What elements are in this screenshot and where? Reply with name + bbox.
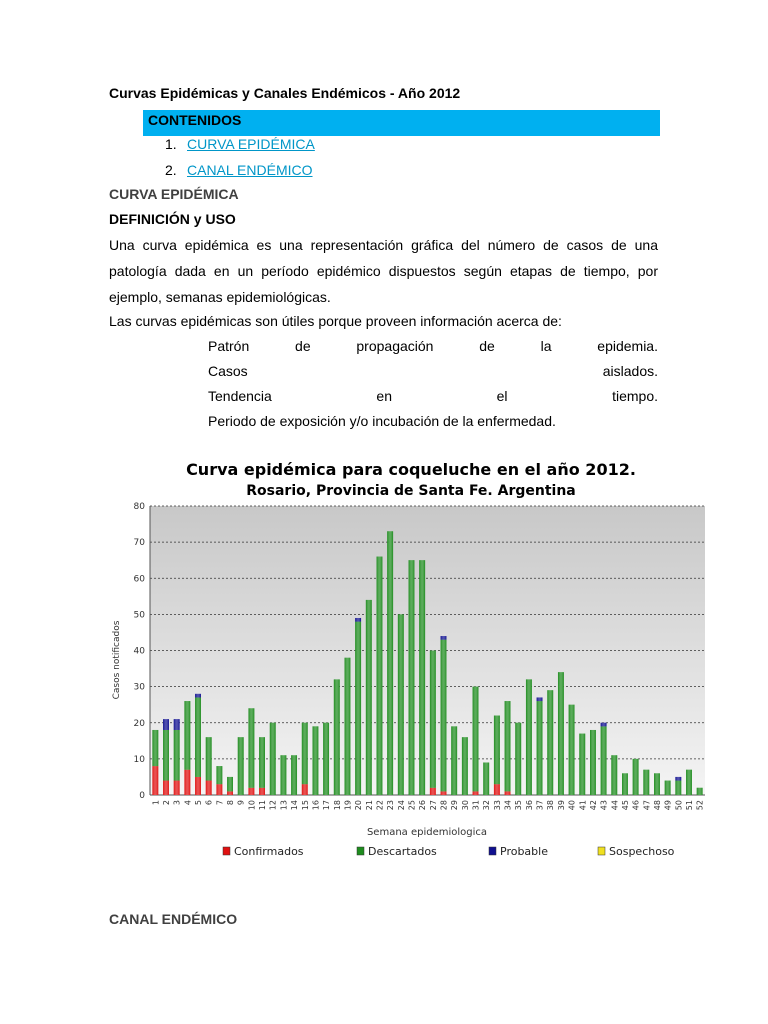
toc-link-canal-endemico[interactable]: CANAL ENDÉMICO xyxy=(187,162,313,178)
toc-item-curva xyxy=(165,136,315,152)
x-tick-label: 16 xyxy=(311,800,321,811)
chart-legend xyxy=(223,845,675,858)
y-tick-label: 0 xyxy=(139,791,145,801)
bar-highlight xyxy=(302,784,308,795)
bar-highlight xyxy=(345,658,351,795)
bar-highlight xyxy=(163,730,169,781)
chart-subtitle: Rosario, Provincia de Santa Fe. Argentina xyxy=(246,483,576,499)
list-item: Periodo de exposición y/o incubación de la enfermedad. xyxy=(208,413,556,429)
bar-highlight xyxy=(505,701,511,791)
bar-highlight xyxy=(355,622,361,795)
x-tick-label: 4 xyxy=(183,800,193,806)
x-tick-label: 36 xyxy=(524,800,534,811)
y-axis-label: Casos notificados xyxy=(112,620,122,700)
x-tick-label: 14 xyxy=(290,800,300,811)
x-tick-label: 49 xyxy=(663,800,673,811)
bar-highlight xyxy=(184,701,190,770)
x-tick-label: 25 xyxy=(407,800,417,811)
x-tick-label: 3 xyxy=(172,800,182,806)
bar-highlight xyxy=(665,781,671,795)
x-tick-label: 21 xyxy=(364,800,374,811)
bar-highlight xyxy=(238,737,244,795)
bar-highlight xyxy=(184,770,190,795)
x-tick-label: 41 xyxy=(578,800,588,811)
bar-highlight xyxy=(227,791,233,795)
bar-highlight xyxy=(366,600,372,795)
legend-label: Confirmados xyxy=(234,845,304,858)
bar-highlight xyxy=(195,697,201,776)
x-tick-label: 30 xyxy=(460,800,470,811)
bar-highlight xyxy=(174,781,180,795)
x-tick-label: 47 xyxy=(642,800,652,811)
x-tick-label: 38 xyxy=(546,800,556,811)
bar-highlight xyxy=(494,784,500,795)
toc-number: 2. xyxy=(165,162,177,178)
x-tick-label: 23 xyxy=(386,800,396,811)
document-title: Curvas Epidémicas y Canales Endémicos - Año 2012 xyxy=(109,85,461,101)
legend-label: Probable xyxy=(500,845,548,858)
bar-highlight xyxy=(195,777,201,795)
bar-highlight xyxy=(697,788,703,795)
y-tick-label: 30 xyxy=(133,682,145,693)
x-tick-label: 13 xyxy=(279,800,289,811)
bar-highlight xyxy=(515,723,521,795)
x-tick-label: 35 xyxy=(514,800,524,811)
x-tick-label: 15 xyxy=(300,800,310,811)
bar-highlight xyxy=(590,730,596,795)
x-tick-label: 33 xyxy=(492,800,502,811)
bar-highlight xyxy=(355,618,361,622)
y-tick-label: 10 xyxy=(133,754,145,765)
x-tick-label: 26 xyxy=(418,800,428,811)
bar-highlight xyxy=(323,723,329,795)
bar-highlight xyxy=(206,737,212,780)
bar-highlight xyxy=(686,770,692,795)
bar-highlight xyxy=(483,762,489,795)
x-tick-label: 51 xyxy=(684,800,694,811)
bar-highlight xyxy=(302,723,308,784)
bar-highlight xyxy=(152,766,158,795)
section-title-curva: CURVA EPIDÉMICA xyxy=(109,186,239,202)
x-tick-label: 46 xyxy=(631,800,641,811)
legend-label: Sospechoso xyxy=(609,845,675,858)
bar-highlight xyxy=(248,788,254,795)
bar-highlight xyxy=(611,755,617,795)
bar-highlight xyxy=(259,788,265,795)
list-item: Tendencia en el tiempo. xyxy=(208,388,658,404)
x-tick-label: 45 xyxy=(620,800,630,811)
x-tick-label: 32 xyxy=(482,800,492,811)
bar-highlight xyxy=(430,651,436,788)
bar-highlight xyxy=(409,560,415,795)
y-tick-label: 50 xyxy=(133,610,145,621)
x-tick-label: 24 xyxy=(396,800,406,811)
bar-highlight xyxy=(601,723,607,727)
x-tick-label: 42 xyxy=(588,800,598,811)
x-tick-label: 1 xyxy=(151,800,161,806)
section-subtitle: DEFINICIÓN y USO xyxy=(109,211,236,227)
bar-highlight xyxy=(579,734,585,795)
bar-highlight xyxy=(334,679,340,795)
x-tick-label: 6 xyxy=(204,800,214,806)
chart-title: Curva epidémica para coqueluche en el año 2012. xyxy=(186,460,636,479)
bar-highlight xyxy=(547,690,553,795)
bar-highlight xyxy=(163,781,169,795)
x-tick-label: 7 xyxy=(215,800,225,806)
x-tick-label: 9 xyxy=(236,800,246,806)
bar-highlight xyxy=(654,773,660,795)
x-tick-label: 17 xyxy=(322,800,332,811)
list-item: Patrón de propagación de la epidemia. xyxy=(208,338,658,354)
bar-highlight xyxy=(601,726,607,795)
bar-highlight xyxy=(174,719,180,730)
bar-highlight xyxy=(473,687,479,792)
bar-highlight xyxy=(206,781,212,795)
bar-highlight xyxy=(377,557,383,795)
x-tick-label: 50 xyxy=(674,800,684,811)
plot-area xyxy=(134,502,705,810)
legend-swatch xyxy=(598,847,605,855)
section-title-canal: CANAL ENDÉMICO xyxy=(109,911,238,927)
x-axis-label: Semana epidemiologica xyxy=(366,827,488,838)
x-tick-label: 8 xyxy=(226,800,236,806)
x-tick-label: 40 xyxy=(567,800,577,811)
bar-highlight xyxy=(248,708,254,787)
bar-highlight xyxy=(643,770,649,795)
x-tick-label: 22 xyxy=(375,800,385,811)
bar-highlight xyxy=(537,697,543,701)
bar-highlight xyxy=(473,791,479,795)
paragraph-uses: Las curvas epidémicas son útiles porque proveen información acerca de: xyxy=(109,313,562,329)
y-tick-label: 60 xyxy=(133,574,145,585)
bar-highlight xyxy=(537,701,543,795)
bar-highlight xyxy=(195,694,201,698)
bar-highlight xyxy=(622,773,628,795)
bar-highlight xyxy=(419,560,425,795)
bar-highlight xyxy=(216,784,222,795)
x-tick-label: 34 xyxy=(503,800,513,811)
paragraph-definition: Una curva epidémica es una representación gráfica del número de casos de una patología dada en un período epidémico dispuestos según etapas de tiempo, por ejemplo, semanas epidemiológicas. xyxy=(109,237,658,305)
uses-list xyxy=(208,334,658,434)
x-tick-label: 31 xyxy=(471,800,481,811)
bar-highlight xyxy=(291,755,297,795)
bar-highlight xyxy=(569,705,575,795)
x-tick-label: 20 xyxy=(354,800,364,811)
legend-swatch xyxy=(489,847,496,855)
y-tick-label: 80 xyxy=(133,502,145,512)
bar-highlight xyxy=(280,755,286,795)
bar-highlight xyxy=(462,737,468,795)
toc-item-canal xyxy=(165,162,313,178)
bar-highlight xyxy=(451,726,457,795)
bar-highlight xyxy=(675,777,681,781)
toc-link-curva-epidemica[interactable]: CURVA EPIDÉMICA xyxy=(187,136,315,152)
bar-highlight xyxy=(163,719,169,730)
bar-highlight xyxy=(441,791,447,795)
x-tick-label: 48 xyxy=(652,800,662,811)
x-tick-label: 39 xyxy=(556,800,566,811)
x-tick-label: 43 xyxy=(599,800,609,811)
bar-highlight xyxy=(259,737,265,788)
x-tick-label: 19 xyxy=(343,800,353,811)
bar-highlight xyxy=(398,614,404,795)
bar-highlight xyxy=(387,531,393,795)
toc-number: 1. xyxy=(165,136,177,152)
bar-highlight xyxy=(152,730,158,766)
x-tick-label: 27 xyxy=(428,800,438,811)
bar-highlight xyxy=(526,679,532,795)
bar-highlight xyxy=(494,716,500,785)
bar-highlight xyxy=(675,781,681,795)
legend-label: Descartados xyxy=(368,845,437,858)
bar-highlight xyxy=(270,723,276,795)
bar-highlight xyxy=(558,672,564,795)
x-tick-label: 10 xyxy=(247,800,257,811)
x-tick-label: 29 xyxy=(450,800,460,811)
x-tick-label: 12 xyxy=(268,800,278,811)
x-tick-label: 28 xyxy=(439,800,449,811)
y-tick-label: 20 xyxy=(133,718,145,729)
bar-highlight xyxy=(505,791,511,795)
toc-header: CONTENIDOS xyxy=(143,110,660,136)
bar-highlight xyxy=(312,726,318,795)
list-item: Casos aislados. xyxy=(208,363,658,379)
bar-highlight xyxy=(430,788,436,795)
x-tick-label: 37 xyxy=(535,800,545,811)
x-tick-label: 5 xyxy=(194,800,204,806)
bar-highlight xyxy=(227,777,233,791)
legend-swatch xyxy=(357,847,364,855)
x-tick-label: 11 xyxy=(258,800,268,811)
x-tick-label: 52 xyxy=(695,800,705,811)
bar-highlight xyxy=(174,730,180,781)
bar-highlight xyxy=(216,766,222,784)
y-tick-label: 40 xyxy=(133,646,145,657)
epidemic-curve-chart xyxy=(105,452,717,872)
legend-swatch xyxy=(223,847,230,855)
bar-highlight xyxy=(441,640,447,792)
y-tick-label: 70 xyxy=(133,538,145,549)
x-tick-label: 18 xyxy=(332,800,342,811)
x-tick-label: 2 xyxy=(162,800,172,806)
x-tick-label: 44 xyxy=(610,800,620,811)
bar-highlight xyxy=(633,759,639,795)
bar-highlight xyxy=(441,636,447,640)
